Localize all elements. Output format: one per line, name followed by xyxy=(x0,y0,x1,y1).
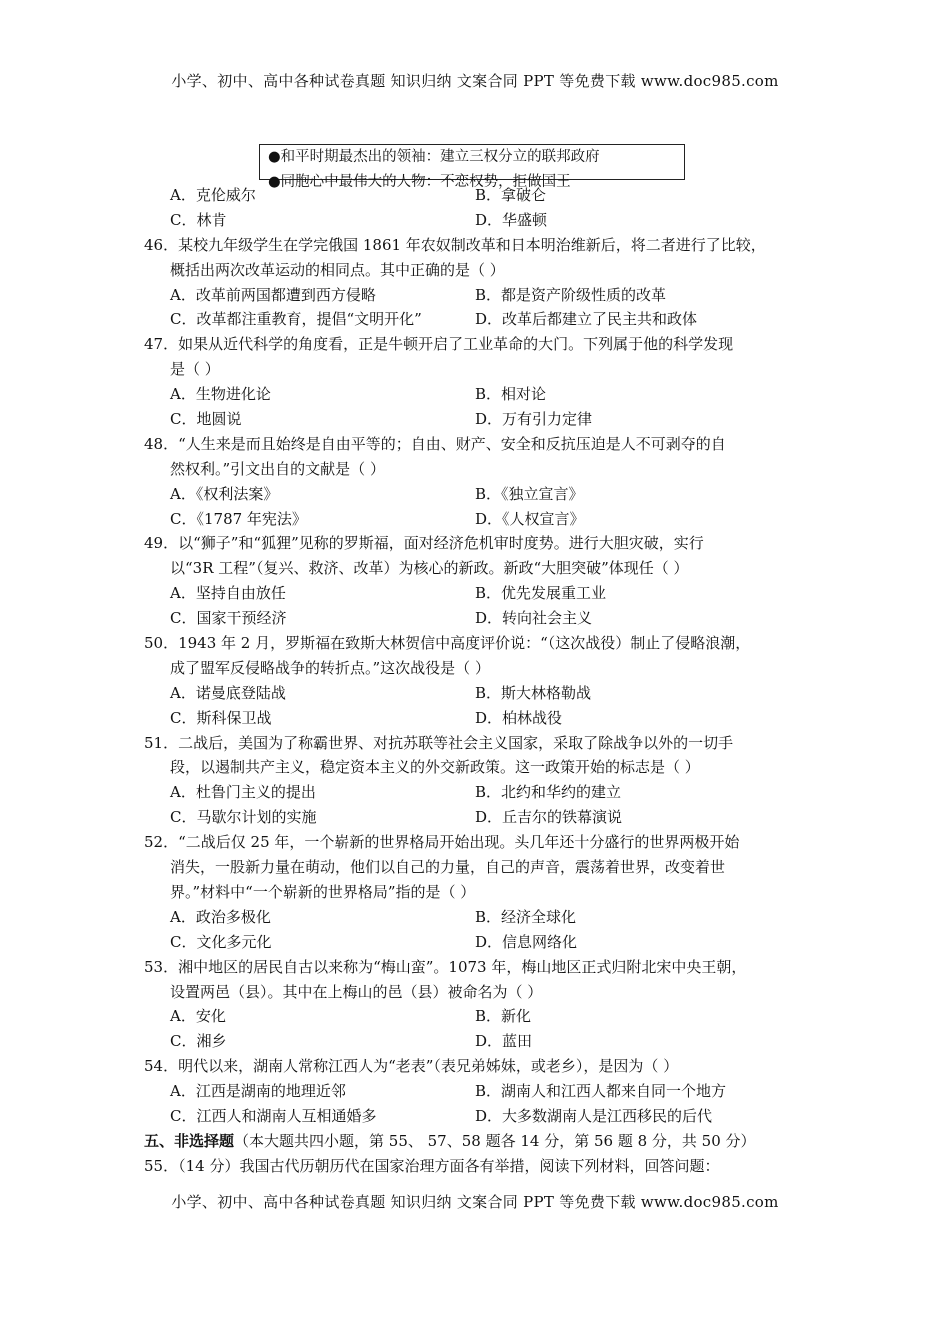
q46-option-d: D．改革后都建立了民主共和政体 xyxy=(475,310,698,329)
q45-options-row-1 xyxy=(144,183,824,208)
q52-stem-2: 消失，一股新力量在萌动，他们以自己的力量，自己的声音，震荡着世界，改变着世 xyxy=(170,858,726,877)
q50-options-row-1 xyxy=(144,681,824,706)
q46-option-c: C．改革都注重教育，提倡“文明开化” xyxy=(170,310,422,329)
q47-stem-2: 是（ ） xyxy=(170,360,220,379)
quote-box xyxy=(259,144,685,190)
q54-option-d: D．大多数湖南人是江西移民的后代 xyxy=(475,1106,713,1125)
q52-option-d: D．信息网络化 xyxy=(475,932,578,951)
q51-option-d: D．丘吉尔的铁幕演说 xyxy=(475,808,623,827)
q48-option-a: A．《权利法案》 xyxy=(170,484,279,503)
q45-option-c: C．林肯 xyxy=(170,210,227,229)
q53-options-row-2 xyxy=(144,1029,824,1054)
section-5-title: 五、非选择题 xyxy=(144,1131,235,1150)
q48-option-b: B．《独立宣言》 xyxy=(475,484,584,503)
quote-line-2: ●同胞心中最伟大的人物：不恋权势，拒做国王 xyxy=(268,173,571,190)
q50-option-b: B．斯大林格勒战 xyxy=(475,683,592,702)
footer-banner: 小学、初中、高中各种试卷真题 知识归纳 文案合同 PPT 等免费下载 www.doc985.com xyxy=(171,1193,779,1211)
q50-option-a: A．诺曼底登陆战 xyxy=(170,683,286,702)
q54-options-row-2 xyxy=(144,1104,824,1129)
q45-option-a: A．克伦威尔 xyxy=(170,186,256,204)
q53-option-a: A．安化 xyxy=(170,1007,226,1026)
q53-option-d: D．蓝田 xyxy=(475,1032,533,1051)
q49-option-d: D．转向社会主义 xyxy=(475,609,593,628)
q48-options-row-2 xyxy=(144,507,824,532)
q54-option-a: A．江西是湖南的地理近邻 xyxy=(170,1082,346,1101)
q49-option-a: A．坚持自由放任 xyxy=(170,584,286,603)
q49-options-row-1 xyxy=(144,581,824,606)
q46-option-a: A．改革前两国都遭到西方侵略 xyxy=(170,285,376,304)
q47-stem-1: 47．如果从近代科学的角度看，正是牛顿开启了工业革命的大门。下列属于他的科学发现 xyxy=(144,335,734,354)
q54-option-b: B．湖南人和江西人都来自同一个地方 xyxy=(475,1082,727,1101)
q49-stem-1: 49．以“狮子”和“狐狸”见称的罗斯福，面对经济危机审时度势。进行大胆灾破，实行 xyxy=(144,534,704,553)
q55-stem-1: 55．（14 分）我国古代历朝历代在国家治理方面各有举措，阅读下列材料，回答问题： xyxy=(144,1156,720,1175)
question-list xyxy=(144,183,824,1179)
q46-stem-2: 概括出两次改革运动的相同点。其中正确的是（ ） xyxy=(170,260,505,279)
q52-options-row-1 xyxy=(144,905,824,930)
q52-stem-3: 界。”材料中“一个崭新的世界格局”指的是（ ） xyxy=(170,882,476,901)
q50-options-row-2 xyxy=(144,706,824,731)
q47-option-d: D．万有引力定律 xyxy=(475,410,593,429)
q48-option-c: C．《1787 年宪法》 xyxy=(170,509,307,528)
q48-stem-1: 48．“人生来是而且始终是自由平等的；自由、财产、安全和反抗压迫是人不可剥夺的自 xyxy=(144,434,726,453)
q46-options-row-1 xyxy=(144,283,824,308)
q53-stem-2: 设置两邑（县）。其中在上梅山的邑（县）被命名为（ ） xyxy=(170,982,543,1001)
q46-options-row-2 xyxy=(144,307,824,332)
q51-option-c: C．马歇尔计划的实施 xyxy=(170,808,317,827)
q51-option-b: B．北约和华约的建立 xyxy=(475,783,622,802)
q54-option-c: C．江西人和湖南人互相通婚多 xyxy=(170,1106,377,1125)
q47-option-c: C．地圆说 xyxy=(170,410,242,429)
q47-option-b: B．相对论 xyxy=(475,385,547,404)
q51-option-a: A．杜鲁门主义的提出 xyxy=(170,783,316,802)
q51-options-row-2 xyxy=(144,805,824,830)
q49-option-c: C．国家干预经济 xyxy=(170,609,287,628)
q50-option-d: D．柏林战役 xyxy=(475,708,563,727)
q45-options-row-2 xyxy=(144,208,824,233)
header-banner: 小学、初中、高中各种试卷真题 知识归纳 文案合同 PPT 等免费下载 www.doc985.com xyxy=(171,72,779,90)
q53-option-c: C．湘乡 xyxy=(170,1032,227,1051)
q48-stem-2: 然权利。”引文出自的文献是（ ） xyxy=(170,459,385,478)
q45-option-b: B．拿破仑 xyxy=(475,186,547,204)
q53-option-b: B．新化 xyxy=(475,1007,532,1026)
q47-options-row-1 xyxy=(144,382,824,407)
q46-stem-1: 46．某校九年级学生在学完俄国 1861 年农奴制改革和日本明治维新后，将二者进行了比较， xyxy=(144,235,766,254)
q46-option-b: B．都是资产阶级性质的改革 xyxy=(475,285,667,304)
q54-options-row-1 xyxy=(144,1079,824,1104)
q48-options-row-1 xyxy=(144,482,824,507)
q50-stem-2: 成了盟军反侵略战争的转折点。”这次战役是（ ） xyxy=(170,658,490,677)
q52-option-a: A．政治多极化 xyxy=(170,907,271,926)
q50-option-c: C．斯科保卫战 xyxy=(170,708,272,727)
q53-stem-1: 53．湘中地区的居民自古以来称为“梅山蛮”。1073 年，梅山地区正式归附北宋中央王朝， xyxy=(144,957,747,976)
q49-stem-2: 以“3R 工程”（复兴、救济、改革）为核心的新政。新政“大胆突破”体现任（ ） xyxy=(170,559,689,578)
q51-stem-1: 51．二战后，美国为了称霸世界、对抗苏联等社会主义国家，采取了除战争以外的一切手 xyxy=(144,733,734,752)
section-5-heading xyxy=(144,1129,824,1154)
quote-line-1: ●和平时期最杰出的领袖：建立三权分立的联邦政府 xyxy=(268,149,600,165)
q52-options-row-2 xyxy=(144,930,824,955)
q50-stem-1: 50．1943 年 2 月，罗斯福在致斯大林贺信中高度评价说：“（这次战役）制止了侵略浪潮， xyxy=(144,634,751,653)
q49-option-b: B．优先发展重工业 xyxy=(475,584,607,603)
q51-stem-2: 段，以遏制共产主义，稳定资本主义的外交新政策。这一政策开始的标志是（ ） xyxy=(170,758,700,777)
q51-options-row-1 xyxy=(144,780,824,805)
section-5-note: （本大题共四小题，第 55、 57、58 题各 14 分，第 56 题 8 分，共 50 分） xyxy=(234,1131,756,1150)
q53-options-row-1 xyxy=(144,1004,824,1029)
q47-options-row-2 xyxy=(144,407,824,432)
q54-stem-1: 54．明代以来，湖南人常称江西人为“老表”（表兄弟姊妹，或老乡），是因为（ ） xyxy=(144,1057,679,1076)
q47-option-a: A．生物进化论 xyxy=(170,385,271,404)
q52-stem-1: 52．“二战后仅 25 年，一个崭新的世界格局开始出现。头几年还十分盛行的世界两极开始 xyxy=(144,833,740,852)
q52-option-b: B．经济全球化 xyxy=(475,907,577,926)
q45-option-d: D．华盛顿 xyxy=(475,210,548,229)
q48-option-d: D．《人权宣言》 xyxy=(475,509,585,528)
q52-option-c: C．文化多元化 xyxy=(170,932,272,951)
q49-options-row-2 xyxy=(144,606,824,631)
